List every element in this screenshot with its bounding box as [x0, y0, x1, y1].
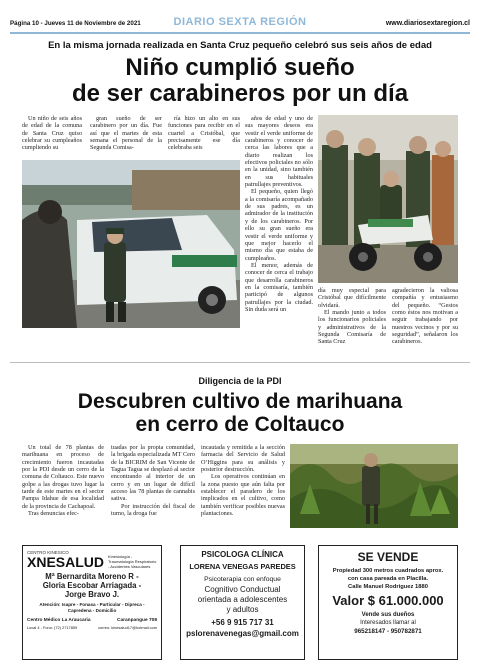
- psico-name: LORENA VENEGAS PAREDES: [189, 562, 296, 571]
- sale-title: SE VENDE: [357, 550, 419, 564]
- motorcycle-photo: [318, 115, 458, 283]
- article1-kicker: En la misma jornada realizada en Santa Cruz pequeño celebró sus seis años de edad: [48, 40, 432, 51]
- sale-line5: Interesados llamar al: [360, 620, 416, 626]
- xnesalud-email[interactable]: correo: kinesalud17@hotmail.com: [98, 625, 157, 630]
- article1-headline: [0, 55, 480, 107]
- article1-col6: agradecieron la valiosa compañía y entusiasmo del pequeño. “Gestos como éstos nos motivan a seguir trabajando por nuestros vecinos y por su seguridad”, señalaron los carabineros.: [392, 287, 458, 346]
- ad-se-vende: [318, 545, 458, 660]
- article1-headline-line1: Niño cumplió sueño: [125, 54, 355, 81]
- article2-headline-line1: Descubren cultivo de marihuana: [77, 390, 403, 413]
- psico-phone[interactable]: +56 9 915 717 31: [211, 617, 274, 627]
- sale-line3: Calle Manuel Rodriguez 1880: [348, 584, 428, 590]
- psico-email[interactable]: pslorenavenegas@gmail.com: [186, 628, 299, 638]
- article2-headline: [0, 391, 480, 436]
- xnesalud-address2: Caranpangue 708: [117, 618, 157, 623]
- article1-col4: [245, 115, 313, 313]
- plants-photo: [290, 444, 458, 528]
- psico-line4: y adultos: [226, 604, 259, 614]
- sale-line2: con casa pareada en Placilla.: [347, 576, 429, 582]
- xnesalud-phone: Local 4 - Fono: (72) 2717859: [27, 625, 78, 630]
- sale-line1: Propiedad 300 metros cuadrados aprox.: [332, 568, 444, 574]
- xnesalud-logo: XNESALUD: [27, 554, 105, 570]
- xnesalud-contact-row: [27, 625, 157, 630]
- article1-col3: ría hizo un alto en sus funciones para recibir en el cuartel a Cristóbal, que precisamente ese día celebraba seis: [168, 115, 240, 152]
- police-car-photo: [22, 160, 240, 328]
- article2-col3-p1: incautada y remitida a la sección farmacia del Servicio de Salud O’Higgins para su análisis y posterior destrucción.: [201, 444, 285, 474]
- website-url[interactable]: www.diariosextaregion.cl: [385, 20, 470, 27]
- psico-line3: orientada a adolescentes: [197, 594, 288, 604]
- article2-kicker: Diligencia de la PDI: [198, 376, 282, 386]
- xnesalud-names: [27, 572, 157, 599]
- article2-col1-p1: Un total de 78 plantas de marihuana en proceso de crecimiento fueron incautadas por la PDI desde un cerro de la comuna de Coltauco. Este nuevo golpe a las drogas tuvo lugar la tarde de este martes en el sector Pampa Idahue de esa localidad de la provincia de Cachapoal.: [22, 444, 104, 510]
- header-rule: [10, 32, 470, 34]
- article2-photo-plants: [290, 444, 458, 528]
- article2-col3: [201, 444, 285, 517]
- article1-col5-p2: El mando junto a todos los funcionarios policiales y administrativos de la Segunda Comisaría de Santa Cruz: [318, 309, 386, 346]
- article1-col4-p2: El pequeño, quien llegó a la comisaría acompañado de sus padres, es un admirador de la institución y de los carabineros. Por ello su gran sueño era vestir el verde uniforme y que mejor hacerlo el mismo día que estaba de cumpleaños.: [245, 188, 313, 262]
- psico-title: PSICOLOGA CLÍNICA: [201, 550, 284, 559]
- ad-psicologa: [180, 545, 305, 660]
- article1-col5-p1: día muy especial para Cristóbal que difícilmente olvidará.: [318, 287, 386, 309]
- psico-line1: Psicoterapia con enfoque: [204, 576, 281, 583]
- masthead: DIARIO SEXTA REGIÓN: [173, 16, 307, 28]
- xnesalud-name-3: Jorge Bravo J.: [64, 590, 120, 599]
- section-divider: [10, 362, 470, 363]
- article2-col3-p2: Los operativos continúan en la zona puesto que aún falta por establecer el paradero de los implicados en el cultivo, como también verificar posibles nuevas plantaciones.: [201, 473, 285, 518]
- xnesalud-specialties: Kinesiología - Traumatología Respiratorio - Accidentes Vasculares: [108, 554, 157, 569]
- article1-col4-p1: años de edad y uno de sus mayores deseos era vestir el verde uniforme de carabineros y conocer de cerca las labores que a diario realizan los efectivos policiales no sólo en la unidad, sino también en sus habituales patrullajes preventivos.: [245, 115, 313, 189]
- article2-col1: [22, 444, 104, 517]
- article1-col1: Un niño de seis años de edad de la comuna de Santa Cruz quiso celebrar su cumpleaños cumpliendo su: [22, 115, 82, 152]
- article1-headline-line2: de ser carabineros por un día: [71, 79, 409, 107]
- xnesalud-name-1: Mª Bernardita Moreno R -: [45, 572, 139, 581]
- xnesalud-address: Centro Médico La Araucaria: [27, 618, 91, 623]
- article2-col2-p1: tuadas por la propia comunidad, la brigada especializada MT Cero de la BICRIM de San Vicente de Tagua Tagua se desplazó al sector encontrando al interior de un cerro y en un lugar de difícil acceso las 78 plantas de cannabis sativa.: [111, 444, 195, 503]
- xnesalud-attention: Atención: Isapre - Fonasa - Particular - Dipreca - Capredena - Domicilio: [39, 602, 145, 613]
- article2-col2-p2: Por instrucción del fiscal de turno, la droga fue: [111, 502, 195, 518]
- article2-col1-p2: Tras denuncias efec-: [28, 510, 79, 518]
- article2-headline-line2: en cerro de Coltauco: [135, 412, 345, 436]
- xnesalud-top-label: CENTRO KINESICO: [27, 550, 69, 555]
- sale-phones[interactable]: 965218147 - 950782871: [354, 628, 422, 635]
- sale-price: Valor $ 61.000.000: [332, 593, 444, 608]
- article1-photo-police-car: [22, 160, 240, 328]
- article2-col2: [111, 444, 195, 517]
- article1-photo-motorcycle: [318, 115, 458, 283]
- article1-col2: gran sueño de ser carabinero por un día. Fue así que el martes de esta semana el personal de la Segunda Comisa-: [90, 115, 162, 152]
- xnesalud-name-2: Gloria Escobar Arriagada -: [42, 581, 142, 590]
- ad-xnesalud: [22, 545, 162, 660]
- article1-col5: [318, 287, 386, 346]
- page-info: Página 10 - Jueves 11 de Noviembre de 2021: [10, 20, 141, 27]
- article1-col4-p3: El menor, además de conocer de cerca el trabajo que desarrolla carabineros en la comisaría, también participó de algunos patrullajes por la ciudad. Sin duda será un: [245, 261, 313, 313]
- xnesalud-address-row: [27, 618, 157, 623]
- sale-line4: Vende sus dueños: [361, 612, 415, 618]
- psico-line2: Cognitivo Conductual: [204, 584, 281, 594]
